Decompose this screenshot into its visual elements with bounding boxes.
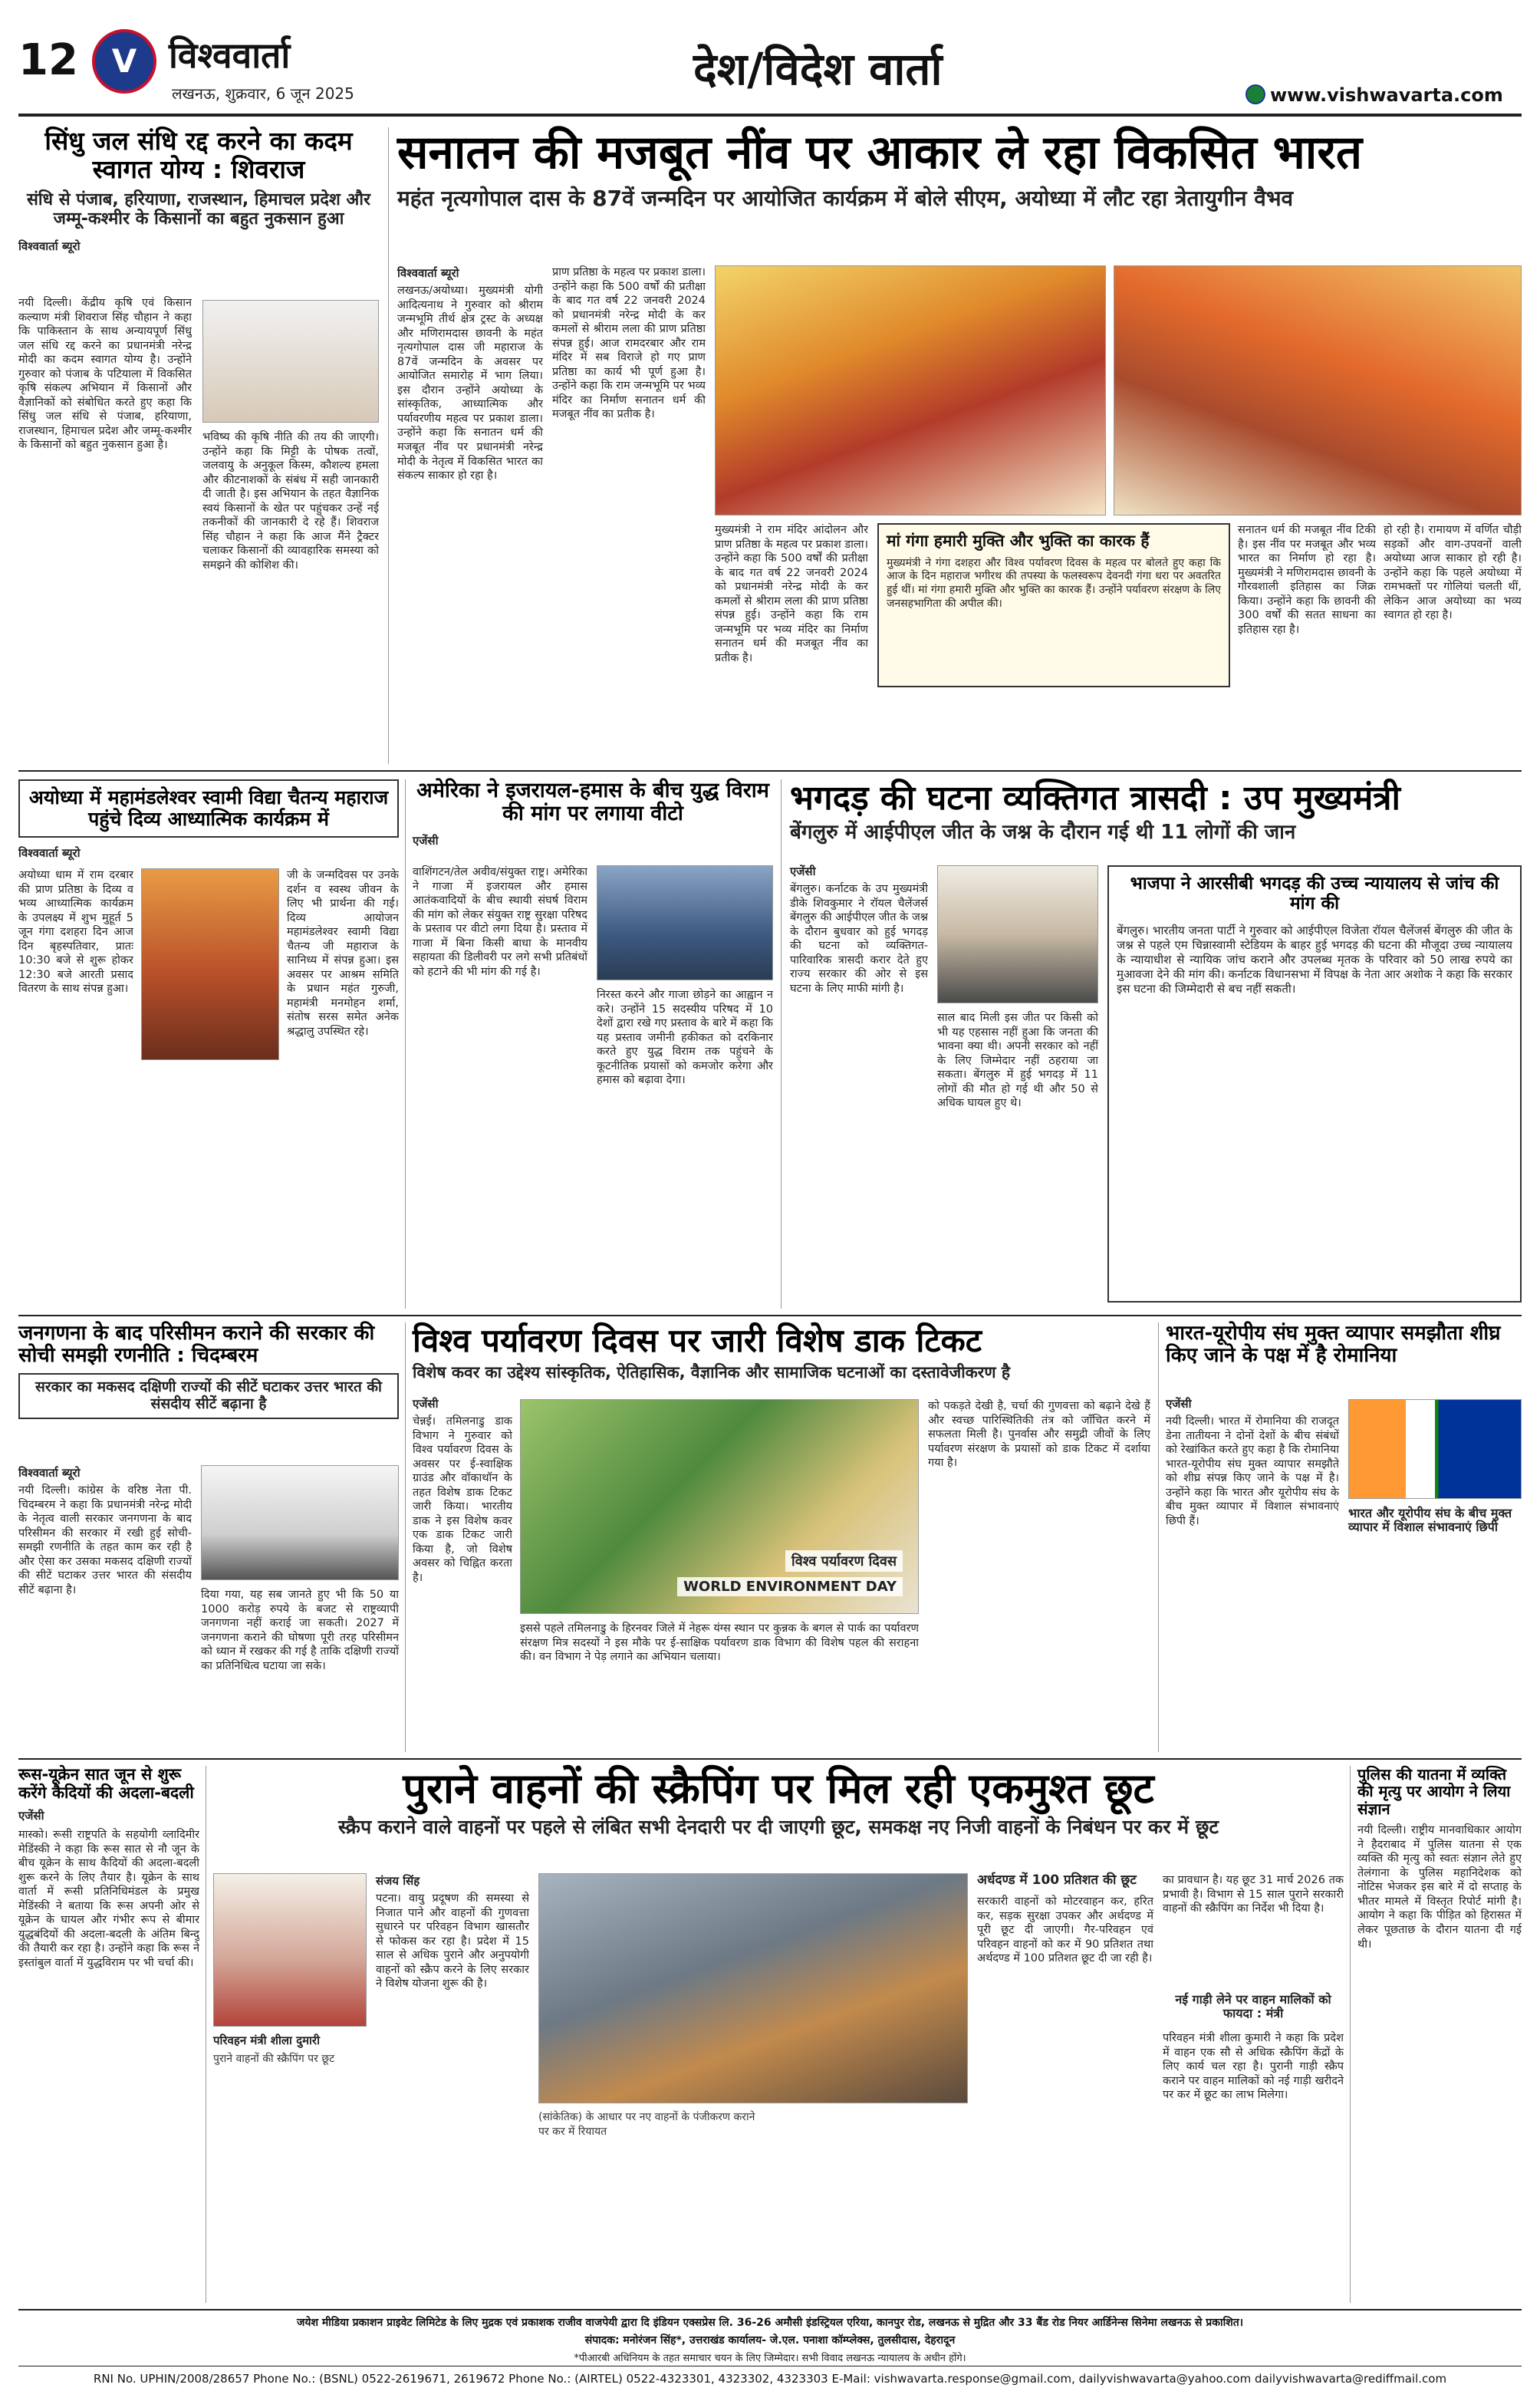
photo-caption: (सांकेतिक) के आधार पर नए वाहनों के पंजीकरण कराने पर कर में रियायत xyxy=(538,2111,755,2138)
article-column: निरस्त करने और गाजा छोड़ने का आह्वान न करे। उन्होंने 15 सदस्यीय परिषद में 10 देशों द्वारा रखे गए प्रस्ताव के बारे में कहा कि यह प्रस्ताव जमीनी हकीकत को दरकिनार करते हुए युद्ध विराम तक पहुंचने के कूटनीतिक प्रयासों को कमजोर करेगा और हमास को बढ़ावा देगा। xyxy=(597,989,773,1087)
article-ayodhya-swami xyxy=(18,779,399,1309)
dateline: लखनऊ, शुक्रवार, 6 जून 2025 xyxy=(172,84,354,103)
headline: रूस-यूक्रेन सात जून से शुरू करेंगे कैदियों की अदला-बदली xyxy=(18,1765,194,1802)
byline: एजेंसी xyxy=(18,1809,44,1823)
byline: विश्ववार्ता ब्यूरो xyxy=(18,846,81,860)
quote-box xyxy=(877,523,1230,687)
imprint-line: जयेश मीडिया प्रकाशन प्राइवेट लिमिटेड के लिए मुद्रक एवं प्रकाशक राजीव वाजपेयी द्वारा दि इंडियन एक्सप्रेस लि. 36-26 अमौसी इंडस्ट्रियल एरिया, कानपुर रोड, लखनऊ से मुद्रित और 33 बैंड रोड नियर आर्डिनेन्स सिनेमा लखनऊ से प्रकाशित। xyxy=(296,2317,1244,2329)
byline: विश्ववार्ता ब्यूरो xyxy=(18,1466,81,1480)
headline: अयोध्या में महामंडलेश्वर स्वामी विद्या चैतन्य महाराज पहुंचे दिव्य आध्यात्मिक कार्यक्रम में xyxy=(28,786,389,830)
minister-portrait xyxy=(213,1873,367,2027)
bjp-probe-box xyxy=(1107,865,1522,1303)
byline: संजय सिंह xyxy=(376,1874,420,1888)
quote-text: मुख्यमंत्री ने गंगा दशहरा और विश्व पर्यावरण दिवस के महत्व पर बोलते हुए कहा कि आज के दिन महाराज भगीरथ की तपस्या के फलस्वरूप देवनदी गंगा धरा पर अवतरित हुई थीं। मां गंगा हमारी मुक्ति और भुक्ति का कारक हैं। उन्होंने पर्यावरण संरक्षण के लिए जनसहभागिता की अपील की। xyxy=(887,556,1221,611)
imprint-contacts: RNI No. UPHIN/2008/28657 Phone No.: (BSNL) 0522-2619671, 2619672 Phone No.: (AIRTEL) 0522-4323301, 4323302, 4323303 E-Mail: vishwavarta.response@gmail.com, dailyvishwavarta@yahoo.com dailyvishwavarta@rediffmail.com xyxy=(93,2372,1447,2386)
portrait-caption: पुराने वाहनों की स्क्रैपिंग पर छूट xyxy=(213,2053,335,2065)
article-shivraj xyxy=(18,127,379,764)
article-column: वाशिंगटन/तेल अवीव/संयुक्त राष्ट्र। अमेरिका ने गाजा में इजरायल और हमास आतंकवादियों के बीच स्थायी संघर्ष विराम की मांग को लेकर संयुक्त राष्ट्र सुरक्षा परिषद के प्रस्ताव पर वीटो लगा दिया है। प्रस्ताव में गाजा में बिना किसी बाधा के मानवीय सहायता की डिलीवरी पर लगे सभी प्रतिबंधों को हटाने की भी मांग की गई है। xyxy=(413,866,587,978)
stamp-label-hi: विश्व पर्यावरण दिवस xyxy=(785,1550,903,1572)
svg-text:V: V xyxy=(111,42,137,80)
headline: भगदड़ की घटना व्यक्तिगत त्रासदी : उप मुख्यमंत्री xyxy=(790,779,1400,818)
article-chidambaram xyxy=(18,1322,399,1752)
masthead xyxy=(18,14,1522,112)
headline: भारत-यूरोपीय संघ मुक्त व्यापार समझौता शीघ्र किए जाने के पक्ष में है रोमानिया xyxy=(1166,1322,1501,1368)
website-link[interactable]: www.vishwavarta.com xyxy=(1270,84,1503,106)
box-text: बेंगलुरु। भारतीय जनता पार्टी ने गुरुवार को आईपीएल विजेता रॉयल चैलेंजर्स बेंगलुरु की जीत के जश्न से पहले एम चिन्नास्वामी स्टेडियम के बाहर हुई भगदड़ की घटना की मौजूदा उच्च न्यायालय के न्यायाधीश से न्यायिक जांच कराने और उपलब्ध मृतक के परिवार को 50 लाख रुपये का मुआवजा देने की मांग की। कर्नाटक विधानसभा में विपक्ष के नेता आर अशोक ने कहा कि सरकार इस घटना की जिम्मेदारी से बच नहीं सकती। xyxy=(1117,923,1512,996)
headline: जनगणना के बाद परिसीमन कराने की सरकार की सोची समझी रणनीति : चिदम्बरम xyxy=(18,1322,375,1368)
lead-photo-garland xyxy=(715,265,1106,515)
article-column: प्राण प्रतिष्ठा के महत्व पर प्रकाश डाला। उन्होंने कहा कि 500 वर्षों की प्रतीक्षा के बाद गत वर्ष 22 जनवरी 2024 को प्रधानमंत्री नरेन्द्र मोदी के कर कमलों से श्रीराम लला की प्राण प्रतिष्ठा संपन्न हुई। आज रामदरबार और राम मंदिर में सब विराजे हो गए प्राण प्रतिष्ठा का कार्य भी पूर्ण हुआ है। उन्होंने कहा कि राम जन्मभूमि पर भव्य मंदिर का निर्माण सनातन धर्म की मजबूत नींव का प्रतीक है। xyxy=(552,266,706,421)
article-column: मास्को। रूसी राष्ट्रपति के सहयोगी व्लादिमीर मेडिंस्की ने कहा कि रूस सात से नौ जून के बीच यूक्रेन के साथ कैदियों की अदला-बदली शुरू करने के लिए तैयार है। यूक्रेन के साथ वार्ता में रूसी प्रतिनिधिमंडल के प्रमुख मेडिंस्की ने बताया कि रूस अपनी ओर से यूक्रेन के घायल और गंभीर रूप से बीमार युद्धबंदियों की अदला-बदली के अंतिम बिन्दु की तैयारी कर रहा है। उन्होंने कहा कि रूस ने इस्तांबुल वार्ता में युद्धविराम पर भी चर्चा की। xyxy=(18,1829,199,1969)
lead-headline: सनातन की मजबूत नींव पर आकार ले रहा विकसित भारत xyxy=(397,126,1363,179)
article-column: का प्रावधान है। यह छूट 31 मार्च 2026 तक प्रभावी है। विभाग से 15 साल पुराने सरकारी वाहनों की स्क्रैपिंग का निर्देश भी दिया है। xyxy=(1163,1874,1344,1915)
brand-logo-icon xyxy=(92,29,156,94)
stamp-label-en: WORLD ENVIRONMENT DAY xyxy=(677,1577,903,1596)
headline: अमेरिका ने इजरायल-हमास के बीच युद्ध विराम की मांग पर लगाया वीटो xyxy=(416,779,769,826)
imprint-line: *पीआरबी अधिनियम के तहत समाचार चयन के लिए जिम्मेदार। सभी विवाद लखनऊ न्यायालय के अधीन होंगे। xyxy=(574,2353,966,2364)
byline: विश्ववार्ता ब्यूरो xyxy=(397,266,459,280)
article-column: दिया गया, यह सब जानते हुए भी कि 50 या 1000 करोड़ रुपये के बजट से राष्ट्रव्यापी जनगणना नहीं कराई जा सकती। 2027 में जनगणना कराने की घोषणा पूरी तरह परिसीमन को ध्यान में रखकर की गई है ताकि दक्षिणी राज्यों का प्रतिनिधित्व घटाया जा सके। xyxy=(201,1589,399,1672)
subhead: बेंगलुरु में आईपीएल जीत के जश्न के दौरान गई थी 11 लोगों की जान xyxy=(790,821,1296,845)
photo-caption: भारत और यूरोपीय संघ के बीच मुक्त व्यापार में विशाल संभावनाएं छिपी xyxy=(1348,1506,1512,1535)
article-column: बेंगलुरु। कर्नाटक के उप मुख्यमंत्री डीके शिवकुमार ने रॉयल चैलेंजर्स बेंगलुरु की आईपीएल जीत के जश्न के दौरान बुधवार को हुई भगदड़ की घटना को व्यक्तिगत-पारिवारिक त्रासदी करार देते हुए राज्य सरकार की ओर से इस घटना के लिए माफी मांगी है। xyxy=(790,883,928,995)
subhead: सरकार का मकसद दक्षिणी राज्यों की सीटें घटाकर उत्तर भारत की संसदीय सीटें बढ़ाना है xyxy=(35,1378,382,1413)
section-title: देश/विदेश वार्ता xyxy=(693,43,943,95)
scrapyard-photo xyxy=(538,1873,968,2103)
article-column: नयी दिल्ली। भारत में रोमानिया की राजदूत डेना तातीयना ने दोनों देशों के बीच संबंधों को रेखांकित करते हुए कहा है कि रोमानिया भारत-यूरोपीय संघ मुक्त व्यापार समझौते को शीघ्र संपन्न किए जाने के पक्ष में है। उन्होंने कहा कि भारत और यूरोपीय संघ के बीच मुक्त व्यापार में विशाल संभावनाएं छिपी हैं। xyxy=(1166,1415,1339,1527)
un-security-council-photo xyxy=(597,865,773,980)
byline: एजेंसी xyxy=(790,865,816,878)
article-vehicle-scrapping xyxy=(213,1766,1344,2303)
article-column: नयी दिल्ली। कांग्रेस के वरिष्ठ नेता पी. चिदम्बरम ने कहा कि प्रधानमंत्री नरेन्द्र मोदी के नेतृत्व वाली सरकार जनगणना के बाद परिसीमन की सरकार में रखी हुई सोची-समझी रणनीति के तहत काम कर रही है और ऐसा कर उसका मकसद दक्षिणी राज्यों की सीटें घटाकर उत्तर भारत की संसदीय सीटें बढ़ाना है। xyxy=(18,1484,192,1596)
shivakumar-photo xyxy=(937,865,1098,1003)
article-nhrc xyxy=(1357,1766,1522,2303)
article-column: लखनऊ/अयोध्या। मुख्यमंत्री योगी आदित्यनाथ ने गुरुवार को श्रीराम जन्मभूमि तीर्थ क्षेत्र ट्रस्ट के अध्यक्ष और मणिरामदास छावनी के महंत नृत्यगोपाल दास जी महाराज के 87वें जन्मदिन के अवसर पर आयोजित समारोह में भाग लिया। इस दौरान उन्होंने अयोध्या के सांस्कृतिक, आध्यात्मिक और पर्यावरणीय महत्व पर प्रकाश डाला। उन्होंने कहा कि सनातन धर्म की मजबूत नींव पर प्रधानमंत्री नरेन्द्र मोदी के नेतृत्व में विकसित भारत का संकल्प साकार हो रहा है। xyxy=(397,285,543,483)
lead-article xyxy=(397,127,1522,764)
article-column: परिवहन मंत्री शीला कुमारी ने कहा कि प्रदेश में वाहन एक सौ से अधिक स्क्रैपिंग केंद्रों के लिए कार्य चल रहा है। पुरानी गाड़ी स्क्रैप कराने पर वाहन मालिकों को नई गाड़ी खरीदने पर कर में छूट का लाभ मिलेगा। xyxy=(1163,2032,1344,2102)
byline: एजेंसी xyxy=(1166,1397,1192,1411)
article-env-stamp xyxy=(413,1322,1150,1752)
globe-icon xyxy=(1245,84,1265,104)
article-column: चेन्नई। तमिलनाडु डाक विभाग ने गुरुवार को विश्व पर्यावरण दिवस के अवसर पर ई-स्वाक्षिक ग्राउंड और वॉकाथॉन के तहत विशेष डाक टिकट जारी किया। भारतीय डाक ने इस विशेष कवर एक डाक टिकट जारी किया है, जो विशेष अवसर को चिह्नित करता है। xyxy=(413,1415,512,1585)
env-stamp-image xyxy=(520,1399,919,1614)
article-column: जी के जन्मदिवस पर उनके दर्शन व स्वस्थ जीवन के लिए भी प्रार्थना की गई। दिव्य आयोजन महामंडलेश्वर स्वामी विद्या चैतन्य जी महाराज के सानिध्य में संपन्न हुआ। इस अवसर पर आश्रम समिति के प्रधान महंत गुरुजी, महामंत्री मनमोहन शर्मा, संतोष सरस समेत अनेक श्रद्धालु उपस्थित रहे। xyxy=(287,869,399,1039)
headline: पुलिस की यातना में व्यक्ति की मृत्यु पर आयोग ने लिया संज्ञान xyxy=(1357,1765,1511,1818)
swami-photo xyxy=(141,868,279,1060)
article-column: को पकड़ते देखी है, चर्चा की गुणवत्ता को बढ़ाने देखे हैं और स्वच्छ पारिस्थितिकी तंत्र को जाँचित करने में सफलता मिली है। पुनर्वास और समुद्री जीवों के लिए पर्यावरण संरक्षण के प्रयासों को डाक टिकट में दर्शाया गया है। xyxy=(928,1400,1150,1470)
lead-subhead: महंत नृत्यगोपाल दास के 87वें जन्मदिन पर आयोजित कार्यक्रम में बोले सीएम, अयोध्या में लौट रहा त्रेतायुगीन वैभव xyxy=(397,186,1294,212)
article-column: सरकारी वाहनों को मोटरवाहन कर, हरित कर, सड़क सुरक्षा उपकर और अर्थदण्ड में पूरी छूट दी जाएगी। गैर-परिवहन एवं परिवहन वाहनों को कर में 90 प्रतिशत तथा अर्थदण्ड में 100 प्रतिशत छूट दी जा रही है। xyxy=(977,1895,1153,1965)
lead-photo-saints xyxy=(1114,265,1522,515)
byline: एजेंसी xyxy=(413,1397,439,1411)
article-column: नयी दिल्ली। केंद्रीय कृषि एवं किसान कल्याण मंत्री शिवराज सिंह चौहान ने कहा कि पाकिस्तान के साथ अन्यायपूर्ण सिंधु जल संधि रद्द करने का प्रधानमंत्री नरेन्द्र मोदी का कदम स्वागत योग्य है। उन्होंने गुरुवार को पंजाब के पटियाला में विकसित कृषि संकल्प अभियान में किसानों और वैज्ञानिकों को संबोधित करते हुए कहा कि सिंधु जल संधि से पंजाब, हरियाणा, राजस्थान, हिमाचल प्रदेश और जम्मू-कश्मीर के किसानों को बहुत नुकसान हुआ है। xyxy=(18,297,192,452)
article-stampede xyxy=(790,779,1522,1309)
article-column: सनातन धर्म की मजबूत नींव टिकी है। इस नींव पर मजबूत और भव्य भारत का निर्माण हो रहा है। मुख्यमंत्री ने मणिरामदास छावनी के गौरवशाली इतिहास का जिक्र किया। उन्होंने कहा कि छावनी की 300 वर्षों की सतत साधना का इतिहास रहा है। xyxy=(1238,524,1376,636)
article-column: साल बाद मिली इस जीत पर किसी को भी यह एहसास नहीं हुआ कि जनता की भावना क्या थी। अपनी सरकार को नहीं के लिए जिम्मेदार नहीं ठहराया जा सकता। बेंगलुरु में हुई भगदड़ में 11 लोगों की मौत हो गई थी और 50 से अधिक घायल हुए थे। xyxy=(937,1012,1098,1110)
banner-subhead: स्क्रैप कराने वाले वाहनों पर पहले से लंबित सभी देनदारी पर दी जाएगी छूट, समकक्ष नए निजी वाहनों के निबंधन पर कर में छूट xyxy=(338,1816,1219,1839)
byline: विश्ववार्ता ब्यूरो xyxy=(18,239,81,253)
article-us-veto xyxy=(413,779,773,1309)
headline: विश्व पर्यावरण दिवस पर जारी विशेष डाक टिकट xyxy=(413,1322,982,1359)
shivraj-photo xyxy=(202,300,379,423)
subsection-title: अर्धदण्ड में 100 प्रतिशत की छूट xyxy=(977,1872,1137,1888)
india-eu-flags xyxy=(1348,1399,1522,1499)
quote-title: मां गंगा हमारी मुक्ति और भुक्ति का कारक हैं xyxy=(887,532,1150,550)
portrait-caption-title: परिवहन मंत्री शीला दुमारी xyxy=(213,2034,320,2047)
imprint-line: संपादक: मनोरंजन सिंह*, उत्तराखंड कार्यालय- जे.एल. पनाशा कॉम्प्लेक्स, तुलसीदास, देहरादून xyxy=(584,2334,956,2347)
page-number: 12 xyxy=(18,35,78,85)
chidambaram-photo xyxy=(201,1465,399,1580)
article-column: मुख्यमंत्री ने राम मंदिर आंदोलन और प्राण प्रतिष्ठा के महत्व पर प्रकाश डाला। उन्होंने कहा कि 500 वर्षों की प्रतीक्षा के बाद गत वर्ष 22 जनवरी 2024 को प्रधानमंत्री नरेन्द्र मोदी के कर कमलों से श्रीराम लला की प्राण प्रतिष्ठा संपन्न हुई। उन्होंने कहा कि राम जन्मभूमि पर भव्य मंदिर का निर्माण सनातन धर्म की मजबूत नींव का प्रतीक है। xyxy=(715,524,868,664)
byline: एजेंसी xyxy=(413,834,439,848)
headline: सिंधु जल संधि रद्द करने का कदम स्वागत योग्य : शिवराज xyxy=(44,126,353,184)
imprint xyxy=(18,2315,1522,2364)
banner-headline: पुराने वाहनों की स्क्रैपिंग पर मिल रही एकमुश्त छूट xyxy=(403,1764,1154,1813)
brand-name: विश्ववार्ता xyxy=(169,35,291,76)
article-column: पटना। वायु प्रदूषण की समस्या से निजात पाने और वाहनों की गुणवत्ता सुधारने पर परिवहन विभाग खासतौर से फोकस कर रहा है। प्रदेश में 15 साल से अधिक पुराने और अनुपयोगी वाहनों को स्क्रैप करने के लिए सरकार ने विशेष योजना शुरू की है। xyxy=(376,1892,529,1991)
box-title: भाजपा ने आरसीबी भगदड़ की उच्च न्यायालय से जांच की मांग की xyxy=(1130,874,1499,914)
article-column: नयी दिल्ली। राष्ट्रीय मानवाधिकार आयोग ने हैदराबाद में पुलिस यातना से एक व्यक्ति की मृत्यु को स्वतः संज्ञान लेते हुए तेलंगाना के पुलिस महानिदेशक को नोटिस भेजकर इस बारे में दो सप्ताह के भीतर मामले में विस्तृत रिपोर्ट मांगी है। आयोग ने कहा कि पीड़ित को हिरासत में लेकर पूछताछ के दौरान यातना दी गई थी। xyxy=(1357,1824,1522,1951)
subsection-title: नई गाड़ी लेने पर वाहन मालिकों को फायदा : मंत्री xyxy=(1175,1992,1331,2021)
subhead: विशेष कवर का उद्देश्य सांस्कृतिक, ऐतिहासिक, वैज्ञानिक और सामाजिक घटनाओं का दस्तावेजीकरण है xyxy=(413,1363,1011,1382)
article-column: अयोध्या धाम में राम दरबार की प्राण प्रतिष्ठा के दिव्य व भव्य आध्यात्मिक कार्यक्रम के उपलक्ष्य में शुभ मुहूर्त 5 जून गंगा दशहरा दिन आज दिन बृहस्पतिवार, प्रातः 10:30 बजे से शुरू होकर 12:30 बजे आरती प्रसाद वितरण के साथ संपन्न हुआ। xyxy=(18,869,133,996)
article-column: इससे पहले तमिलनाडु के हिरनवर जिले में नेहरू यंग्स स्थान पर कुन्नक के बगल से पार्क का पर्यावरण संरक्षण मित्र सदस्यों ने इस मौके पर ई-साक्षिक पर्यावरण डाक विभाग की विशेष पहल की सराहना की। वन विभाग ने पेड़ लगाने का अभियान चलाया। xyxy=(520,1622,919,1664)
article-russia-ukraine xyxy=(18,1766,199,2303)
article-column: भविष्य की कृषि नीति की तय की जाएगी। उन्होंने कहा कि मिट्टी के पोषक तत्वों, जलवायु के अनुकूल किस्म, कौशल्य हमला और कीटनाशकों के संबंध में सही जानकारी दी जाती है। इस अभियान के तहत वैज्ञानिक स्वयं किसानों के खेत पर पहुंचकर उन्हें नई तकनीकों की जानकारी दे रहे हैं। शिवराज सिंह चौहान ने कहा कि आज मैंने ट्रैक्टर चलाकर किसानों की व्यावहारिक समस्या को समझने की कोशिश की। xyxy=(202,431,379,571)
subhead: संधि से पंजाब, हरियाणा, राजस्थान, हिमाचल प्रदेश और जम्मू-कश्मीर के किसानों का बहुत नुकसान हुआ xyxy=(26,189,371,229)
article-column: हो रही है। रामायण में वर्णित चौड़ी सड़कों और वाग-उपवनों वाली अयोध्या आज साकार हो रही है। उन्होंने कहा कि पहले अयोध्या में रामभक्तों पर गोलियां चलती थीं, लेकिन आज अयोध्या का भव्य स्वागत हो रहा है। xyxy=(1384,524,1522,622)
article-romania xyxy=(1166,1322,1522,1752)
